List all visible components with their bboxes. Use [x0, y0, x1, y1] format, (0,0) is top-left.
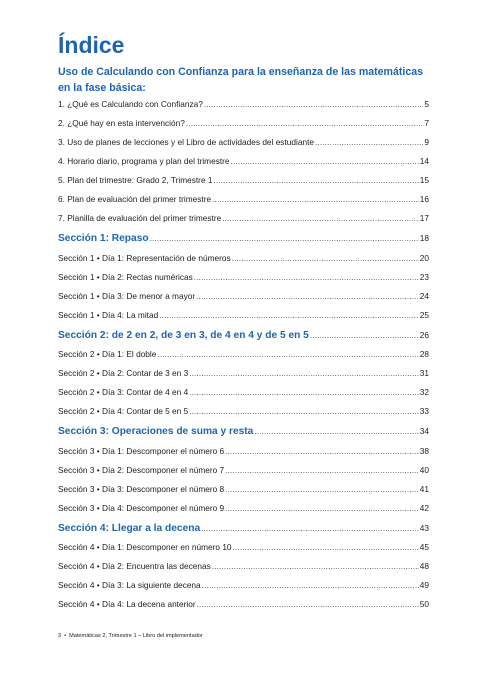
toc-entry: [58, 599, 429, 610]
toc-entry-label: 7. Planilla de evaluación del primer trimestre: [58, 213, 222, 224]
toc-dot-leader: [225, 465, 419, 476]
toc-dot-leader: [197, 599, 419, 610]
toc-entry-label: Sección 2: de 2 en 2, de 3 en 3, de 4 en 4 y de 5 en 5: [58, 329, 309, 341]
toc-entry: [58, 406, 429, 417]
toc-section-heading: [58, 425, 429, 438]
toc-page-number: 50: [419, 599, 429, 610]
toc-dot-leader: [202, 580, 419, 591]
toc-entry-label: 1. ¿Qué es Calculando con Confianza?: [58, 99, 203, 109]
toc-page-number: 24: [419, 290, 429, 301]
toc-page-number: 15: [419, 175, 429, 186]
toc-page-number: 38: [419, 445, 429, 456]
toc-entry-label: 4. Horario diario, programa y plan del trimestre: [58, 156, 230, 167]
toc-entry: [58, 484, 429, 495]
footer-separator: •: [64, 633, 67, 639]
toc-entry: [58, 465, 429, 476]
toc-page-number: 32: [419, 387, 429, 398]
toc-entry: [58, 194, 429, 205]
toc-entry-label: 3. Uso de planes de lecciones y el Libro de actividades del estudiante: [58, 137, 314, 148]
toc-dot-leader: [201, 523, 419, 535]
toc-dot-leader: [159, 310, 419, 321]
toc-page-number: 31: [419, 368, 429, 379]
toc-entry: [58, 175, 429, 186]
toc-dot-leader: [231, 156, 419, 167]
toc-dot-leader: [189, 368, 419, 379]
toc-page-number: 41: [419, 483, 429, 494]
toc-dot-leader: [315, 137, 423, 148]
toc-entry-label: Sección 4 • Día 4: La decena anterior: [58, 599, 196, 610]
footer-page-number: 3: [58, 633, 62, 639]
toc-dot-leader: [196, 291, 419, 302]
toc-dot-leader: [212, 194, 419, 205]
toc-page-number: 28: [419, 349, 429, 360]
toc-page-number: 23: [419, 271, 429, 282]
toc-page-number: 16: [419, 194, 429, 205]
toc-page-number: 48: [419, 561, 429, 572]
toc-page-number: 33: [419, 406, 429, 417]
toc-entry-label: Sección 3 • Día 3: Descomponer el número 8: [58, 483, 225, 494]
toc-entry: [58, 503, 429, 514]
toc-entry-label: 5. Plan del trimestre: Grado 2, Trimestre 1: [58, 175, 213, 186]
toc-page-number: 17: [419, 213, 429, 224]
toc-entry-label: Sección 3: Operaciones de suma y resta: [58, 426, 254, 438]
toc-dot-leader: [189, 406, 419, 417]
toc-page-number: 5: [424, 99, 429, 109]
toc-dot-leader: [150, 233, 419, 245]
toc-entry-label: Sección 3 • Día 1: Descomponer el número 6: [58, 445, 225, 456]
toc-entry: [58, 310, 429, 321]
toc-entry-label: Sección 4: Llegar a la decena: [58, 522, 201, 534]
toc-entry-label: Sección 2 • Día 3: Contar de 4 en 4: [58, 387, 189, 398]
toc-entry: [58, 349, 429, 360]
toc-section-heading: [58, 329, 429, 342]
toc-entry-label: Sección 1 • Día 2: Rectas numéricas: [58, 271, 193, 282]
toc-entry-label: Sección 2 • Día 2: Contar de 3 en 3: [58, 368, 189, 379]
toc-page-number: 45: [419, 542, 429, 553]
toc-entry: [58, 561, 429, 572]
toc-entry: [58, 446, 429, 457]
table-of-contents: [58, 99, 429, 618]
toc-entry-label: Sección 1 • Día 3: De menor a mayor: [58, 290, 196, 301]
toc-entry: [58, 137, 429, 148]
page-title: Índice: [58, 32, 125, 58]
toc-dot-leader: [225, 446, 419, 457]
toc-entry-label: Sección 1: Repaso: [58, 233, 149, 245]
toc-dot-leader: [204, 99, 424, 110]
toc-dot-leader: [254, 426, 418, 438]
toc-dot-leader: [157, 349, 418, 360]
toc-page-number: 42: [419, 502, 429, 513]
intro-heading: Uso de Calculando con Confianza para la enseñanza de las matemáticas en la fase básica:: [58, 66, 424, 94]
page-footer: [58, 633, 203, 639]
toc-entry-label: Sección 4 • Día 3: La siguiente decena: [58, 580, 201, 591]
toc-entry-label: Sección 3 • Día 4: Descomponer el número 9: [58, 502, 225, 513]
toc-entry: [58, 213, 429, 224]
toc-dot-leader: [213, 175, 418, 186]
toc-dot-leader: [225, 503, 419, 514]
toc-entry-label: Sección 4 • Día 1: Descomponer en número 10: [58, 542, 232, 553]
toc-dot-leader: [189, 387, 419, 398]
footer-text: Matemáticas 2, Trimestre 1 – Libro del implementador: [69, 633, 203, 639]
toc-entry: [58, 118, 429, 129]
toc-entry: [58, 272, 429, 283]
toc-entry-label: 2. ¿Qué hay en esta intervención?: [58, 118, 185, 129]
toc-section-heading: [58, 232, 429, 245]
toc-page-number: 18: [419, 233, 429, 244]
toc-entry-label: Sección 3 • Día 2: Descomponer el número 7: [58, 464, 225, 475]
toc-section-heading: [58, 522, 429, 535]
toc-entry: [58, 99, 429, 110]
toc-page-number: 40: [419, 464, 429, 475]
toc-entry-label: 6. Plan de evaluación del primer trimestre: [58, 194, 212, 205]
toc-page-number: 43: [419, 522, 429, 533]
toc-page-number: 20: [419, 252, 429, 263]
toc-dot-leader: [194, 272, 419, 283]
toc-dot-leader: [310, 330, 419, 342]
toc-entry: [58, 156, 429, 167]
toc-dot-leader: [232, 253, 419, 264]
toc-entry-label: Sección 1 • Día 4: La mitad: [58, 309, 159, 320]
toc-entry-label: Sección 2 • Día 4: Contar de 5 en 5: [58, 406, 189, 417]
toc-page-number: 9: [424, 137, 429, 148]
toc-entry: [58, 580, 429, 591]
toc-entry: [58, 291, 429, 302]
toc-page-number: 25: [419, 309, 429, 320]
toc-dot-leader: [222, 213, 419, 224]
toc-entry: [58, 368, 429, 379]
toc-entry: [58, 542, 429, 553]
toc-page-number: 34: [419, 426, 429, 437]
toc-page-number: 26: [419, 329, 429, 340]
toc-page-number: 7: [424, 118, 429, 129]
toc-entry-label: Sección 1 • Día 1: Representación de números: [58, 252, 231, 263]
toc-dot-leader: [186, 118, 424, 129]
toc-page-number: 14: [419, 156, 429, 167]
toc-entry-label: Sección 2 • Día 1: El doble: [58, 349, 157, 360]
toc-dot-leader: [233, 542, 419, 553]
toc-entry-label: Sección 4 • Día 2: Encuentra las decenas: [58, 561, 211, 572]
toc-dot-leader: [212, 561, 419, 572]
toc-entry: [58, 387, 429, 398]
toc-dot-leader: [225, 484, 419, 495]
toc-page-number: 49: [419, 580, 429, 591]
toc-entry: [58, 253, 429, 264]
